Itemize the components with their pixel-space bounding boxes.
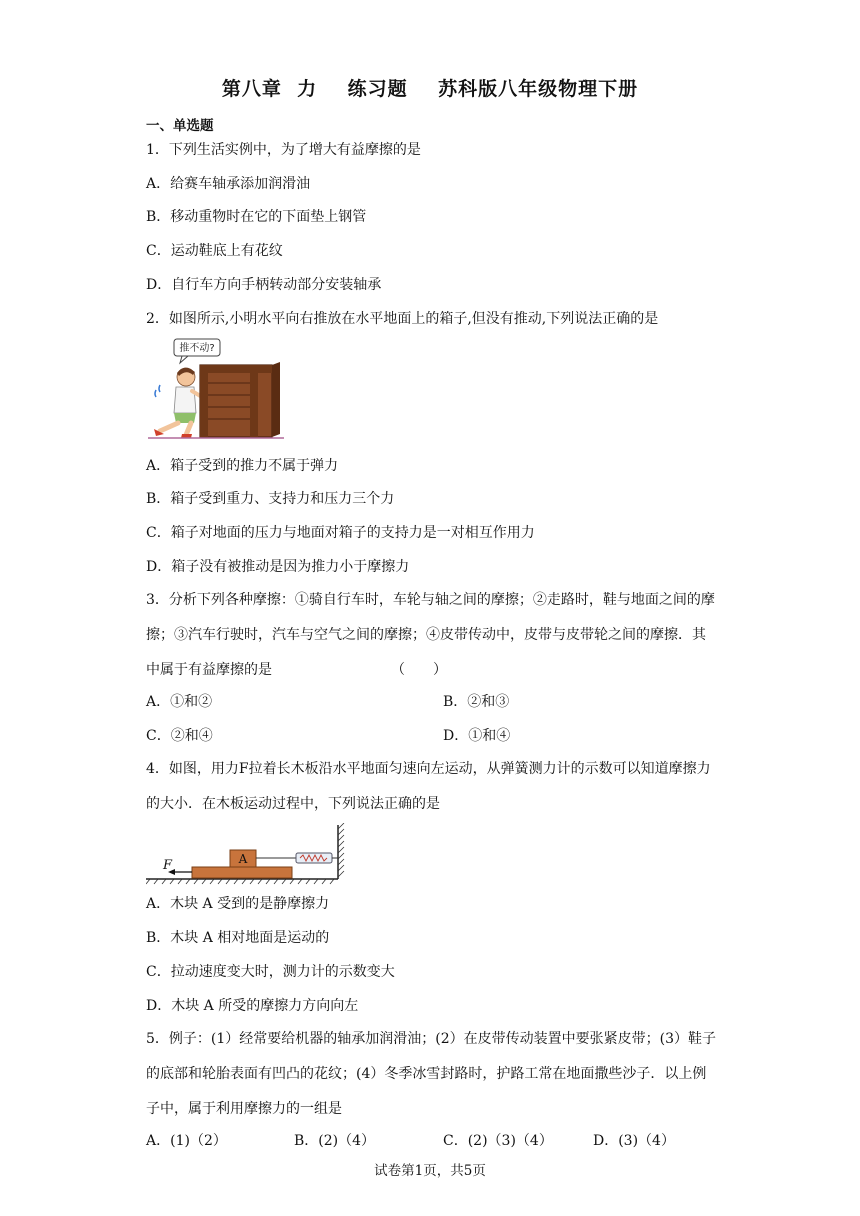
spring-scale-icon [296, 853, 338, 863]
long-board [192, 867, 292, 878]
page-title: 第八章 力 练习题 苏科版八年级物理下册 [221, 78, 639, 100]
q1-stem: 1．下列生活实例中，为了增大有益摩擦的是 [146, 142, 421, 158]
q3-stem: 3．分析下列各种摩擦：①骑自行车时，车轮与轴之间的摩擦；②走路时，鞋与地面之间的摩擦；③汽车行驶时，汽车与空气之间的摩擦；④皮带传动中，皮带与皮带轮之间的摩擦．其中属于有益摩擦的是 （ ） [146, 592, 715, 678]
q2-option-b: B．箱子受到重力、支持力和压力三个力 [146, 491, 395, 507]
q2-option-a: A．箱子受到的推力不属于弹力 [146, 458, 339, 474]
page-footer: 试卷第1页，共5页 [374, 1163, 486, 1179]
wooden-box-icon [200, 362, 280, 437]
spring-scale-board-figure [146, 823, 348, 885]
q4-option-a: A．木块 A 受到的是静摩擦力 [146, 896, 330, 912]
boy-icon [154, 368, 202, 438]
section-heading: 一、单选题 [146, 118, 214, 134]
q5-option-b: B．(2)（4） [294, 1133, 376, 1149]
q2-option-d: D．箱子没有被推动是因为推力小于摩擦力 [146, 559, 410, 575]
q2-option-c: C．箱子对地面的压力与地面对箱子的支持力是一对相互作用力 [146, 525, 535, 541]
speech-bubble-text: 推不动? [179, 343, 215, 354]
q3-option-c: C．②和④ [146, 728, 213, 744]
q2-stem: 2．如图所示,小明水平向右推放在水平地面上的箱子,但没有推动,下列说法正确的是 [146, 311, 659, 327]
q5-stem: 5．例子：(1）经常要给机器的轴承加润滑油；(2）在皮带传动装置中要张紧皮带；(3）鞋子的底部和轮胎表面有凹凸的花纹；(4）冬季冰雪封路时，护路工常在地面撒些沙子．以上例子中，属于利用摩擦力的一组是 [146, 1031, 717, 1117]
q3-option-d: D．①和④ [443, 728, 511, 744]
q4-stem: 4．如图，用力F拉着长木板沿水平地面匀速向左运动，从弹簧测力计的示数可以知道摩擦力的大小．在木板运动过程中，下列说法正确的是 [146, 761, 711, 812]
boy-pushing-box-figure [146, 335, 286, 441]
q3-option-b: B．②和③ [443, 694, 510, 710]
force-label: F [163, 858, 173, 873]
q4-option-d: D．木块 A 所受的摩擦力方向向左 [146, 998, 359, 1014]
q1-option-d: D．自行车方向手柄转动部分安装轴承 [146, 277, 382, 293]
q1-option-a: A．给赛车轴承添加润滑油 [146, 176, 311, 192]
q3-option-a: A．①和② [146, 694, 213, 710]
q1-option-c: C．运动鞋底上有花纹 [146, 243, 283, 259]
q5-option-d: D．(3)（4） [593, 1133, 675, 1149]
q4-option-b: B．木块 A 相对地面是运动的 [146, 930, 330, 946]
q5-option-a: A．(1)（2） [146, 1133, 227, 1149]
q4-option-c: C．拉动速度变大时，测力计的示数变大 [146, 964, 395, 980]
q1-option-b: B．移动重物时在它的下面垫上钢管 [146, 209, 367, 225]
q5-option-c: C．(2)（3)（4） [443, 1133, 553, 1149]
block-a-label: A [238, 852, 248, 866]
